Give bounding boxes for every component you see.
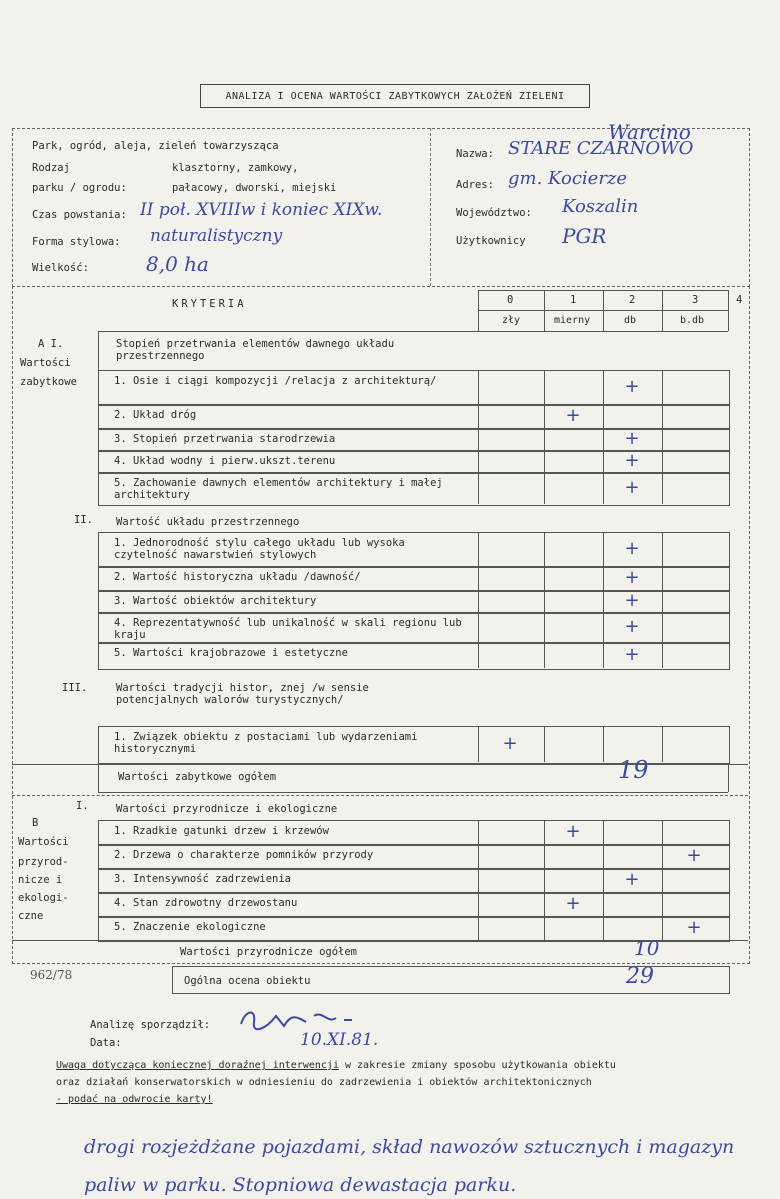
stopien-row-1-divider-1 bbox=[544, 370, 545, 404]
total-overall-label: Ogólna ocena obiektu bbox=[184, 975, 311, 987]
stopien-row-2-divider-0 bbox=[478, 404, 479, 428]
nazwa-handwritten: STARE CZARNOWO bbox=[508, 138, 694, 159]
stopien-row-2-label: 2. Układ dróg bbox=[114, 409, 197, 421]
wartosc-row-4-mark: + bbox=[624, 616, 640, 637]
uwaga-line-3: - podać na odwrocie karty! bbox=[56, 1094, 213, 1105]
wielkosc-label: Wielkość: bbox=[32, 262, 89, 274]
przyroda-row-4-divider-3 bbox=[662, 892, 663, 916]
group-b-heading: Wartości przyrodnicze i ekologiczne bbox=[116, 803, 338, 815]
stopien-row-1-divider-0 bbox=[478, 370, 479, 404]
document-title: ANALIZA I OCENA WARTOŚCI ZABYTKOWYCH ZAŁOŻEŃ ZIELENI bbox=[200, 84, 590, 108]
section-b-top bbox=[12, 795, 748, 796]
tradycja-row-1-divider-2 bbox=[603, 726, 604, 762]
wartosc-row-4-divider-0 bbox=[478, 612, 479, 642]
total-a-bottom bbox=[98, 792, 728, 793]
section-b-desc-4: czne bbox=[18, 910, 44, 922]
wartosc-row-2-divider-0 bbox=[478, 566, 479, 590]
rodzaj-label: Rodzaj bbox=[32, 162, 70, 174]
tradycja-row-1-mark: + bbox=[502, 733, 518, 754]
col-num-1: 1 bbox=[570, 294, 577, 306]
przyroda-row-5-divider-1 bbox=[544, 916, 545, 940]
uwaga-part-1: Uwaga dotycząca koniecznej doraźnej interwencji bbox=[56, 1060, 339, 1071]
section-b-letter: B bbox=[32, 817, 39, 829]
wartosc-row-1-label: 1. Jednorodność stylu całego układu lub wysoka czytelność nawarstwień stylowych bbox=[114, 537, 405, 561]
col-label-3: b.db bbox=[680, 315, 705, 326]
wartosc-row-3-divider-2 bbox=[603, 590, 604, 612]
total-overall-handwritten: 29 bbox=[626, 964, 654, 989]
wartosc-row-1-divider-2 bbox=[603, 532, 604, 566]
stopien-row-2-divider-2 bbox=[603, 404, 604, 428]
przyroda-row-3-mark: + bbox=[624, 869, 640, 890]
total-a-handwritten: 19 bbox=[618, 756, 649, 784]
tradycja-row-1-divider-1 bbox=[544, 726, 545, 762]
total-a-label: Wartości zabytkowe ogółem bbox=[118, 771, 277, 783]
przyroda-row-5-divider-3 bbox=[662, 916, 663, 940]
przyroda-row-4-label: 4. Stan zdrowotny drzewostanu bbox=[114, 897, 298, 909]
col-label-0: zły bbox=[502, 315, 521, 326]
czas-handwritten: II poł. XVIIIw i koniec XIXw. bbox=[140, 200, 383, 220]
total-a-left bbox=[98, 764, 99, 792]
forma-handwritten: naturalistyczny bbox=[150, 226, 283, 246]
stopien-row-5-label: 5. Zachowanie dawnych elementów architektury i małej architektury bbox=[114, 477, 443, 501]
tradycja-row-1-label: 1. Związek obiektu z postaciami lub wydarzeniami historycznymi bbox=[114, 731, 418, 755]
stopien-row-4-divider-1 bbox=[544, 450, 545, 472]
przyroda-row-1-divider-1 bbox=[544, 820, 545, 844]
group-2-number: II. bbox=[74, 514, 93, 526]
stopien-row-5-mark: + bbox=[624, 477, 640, 498]
total-b-handwritten: 10 bbox=[634, 936, 660, 960]
group-1-heading: Stopień przetrwania elementów dawnego układu przestrzennego bbox=[116, 338, 395, 362]
stopien-row-5-divider-3 bbox=[662, 472, 663, 504]
przyroda-row-1-divider-3 bbox=[662, 820, 663, 844]
note-line-1: drogi rozjeżdżane pojazdami, skład nawozów sztucznych i magazyn bbox=[84, 1136, 735, 1158]
tradycja-row-1-divider-0 bbox=[478, 726, 479, 762]
wartosc-row-2-divider-2 bbox=[603, 566, 604, 590]
stopien-row-1-divider-2 bbox=[603, 370, 604, 404]
wartosc-row-1-divider-0 bbox=[478, 532, 479, 566]
stopien-row-3-divider-1 bbox=[544, 428, 545, 450]
wartosc-row-4-label: 4. Reprezentatywność lub unikalność w skali regionu lub kraju bbox=[114, 617, 462, 641]
total-a-right bbox=[728, 764, 729, 792]
wartosc-row-5-divider-3 bbox=[662, 642, 663, 668]
stopien-row-4-divider-2 bbox=[603, 450, 604, 472]
col-line-4 bbox=[728, 290, 729, 331]
przyroda-row-4-divider-0 bbox=[478, 892, 479, 916]
parku-label: parku / ogrodu: bbox=[32, 182, 127, 194]
header-mid-line bbox=[478, 310, 728, 311]
czas-label: Czas powstania: bbox=[32, 209, 127, 221]
wartosc-row-3-label: 3. Wartość obiektów architektury bbox=[114, 595, 317, 607]
stopien-row-4-divider-0 bbox=[478, 450, 479, 472]
parku-value: pałacowy, dworski, miejski bbox=[172, 182, 337, 194]
data-handwritten: 10.XI.81. bbox=[300, 1030, 379, 1050]
header-divider bbox=[430, 128, 431, 286]
wartosc-row-2-mark: + bbox=[624, 567, 640, 588]
group-2-heading: Wartość układu przestrzennego bbox=[116, 516, 300, 528]
col-num-4: 4 bbox=[736, 294, 743, 306]
wojewodztwo-label: Województwo: bbox=[456, 207, 532, 219]
wartosc-row-3-divider-1 bbox=[544, 590, 545, 612]
wartosc-row-1-divider-3 bbox=[662, 532, 663, 566]
object-type-line: Park, ogród, aleja, zieleń towarzysząca bbox=[32, 140, 279, 152]
stopien-row-2-divider-3 bbox=[662, 404, 663, 428]
przyroda-row-1-divider-2 bbox=[603, 820, 604, 844]
rodzaj-value: klasztorny, zamkowy, bbox=[172, 162, 299, 174]
stopien-row-3-mark: + bbox=[624, 428, 640, 449]
przyroda-row-5-divider-2 bbox=[603, 916, 604, 940]
wartosc-row-3-mark: + bbox=[624, 590, 640, 611]
section-b-desc-0: Wartości bbox=[18, 836, 69, 848]
header-top-line bbox=[478, 290, 728, 291]
total-b-label: Wartości przyrodnicze ogółem bbox=[180, 946, 358, 958]
wartosc-row-2-divider-1 bbox=[544, 566, 545, 590]
wartosc-row-5-divider-0 bbox=[478, 642, 479, 668]
przyroda-row-2-divider-0 bbox=[478, 844, 479, 868]
przyroda-row-2-divider-1 bbox=[544, 844, 545, 868]
wartosc-row-3-divider-3 bbox=[662, 590, 663, 612]
group-3-number: III. bbox=[62, 682, 88, 694]
note-line-2: paliw w parku. Stopniowa dewastacja parku. bbox=[84, 1174, 517, 1196]
header-bottom-line bbox=[98, 331, 728, 332]
uwaga-part-2: w zakresie zmiany sposobu użytkowania obiektu bbox=[338, 1060, 616, 1071]
stopien-row-5-divider-0 bbox=[478, 472, 479, 504]
section-a-desc-2: zabytkowe bbox=[20, 376, 77, 388]
wartosc-row-4-divider-2 bbox=[603, 612, 604, 642]
section-b-desc-2: nicze i bbox=[18, 874, 63, 886]
section-b-desc-3: ekologi- bbox=[18, 892, 69, 904]
przyroda-row-4-divider-1 bbox=[544, 892, 545, 916]
przyroda-row-1-divider-0 bbox=[478, 820, 479, 844]
wartosc-row-5-label: 5. Wartości krajobrazowe i estetyczne bbox=[114, 647, 348, 659]
analiza-label: Analizę sporządził: bbox=[90, 1019, 211, 1031]
forma-label: Forma stylowa: bbox=[32, 236, 121, 248]
przyroda-row-5-divider-0 bbox=[478, 916, 479, 940]
uzytkownicy-handwritten: PGR bbox=[562, 224, 607, 248]
stopien-row-1-divider-3 bbox=[662, 370, 663, 404]
section-b-desc-1: przyrod- bbox=[18, 856, 69, 868]
adres-handwritten: gm. Kocierze bbox=[508, 168, 628, 189]
adres-label: Adres: bbox=[456, 179, 494, 191]
przyroda-row-1-label: 1. Rzadkie gatunki drzew i krzewów bbox=[114, 825, 329, 837]
stopien-row-1-mark: + bbox=[624, 376, 640, 397]
wielkosc-handwritten: 8,0 ha bbox=[146, 252, 209, 276]
wartosc-row-2-label: 2. Wartość historyczna układu /dawność/ bbox=[114, 571, 361, 583]
col-num-0: 0 bbox=[507, 294, 514, 306]
stopien-row-4-mark: + bbox=[624, 450, 640, 471]
stopien-row-4-divider-3 bbox=[662, 450, 663, 472]
przyroda-row-2-label: 2. Drzewa o charakterze pomników przyrody bbox=[114, 849, 374, 861]
przyroda-row-3-divider-0 bbox=[478, 868, 479, 892]
stopien-row-3-divider-0 bbox=[478, 428, 479, 450]
przyroda-row-2-divider-3 bbox=[662, 844, 663, 868]
wartosc-row-5-divider-1 bbox=[544, 642, 545, 668]
przyroda-row-3-divider-3 bbox=[662, 868, 663, 892]
group-3-heading: Wartości tradycji histor, znej /w sensie potencjalnych walorów turystycznych/ bbox=[116, 682, 369, 706]
stopien-row-3-divider-3 bbox=[662, 428, 663, 450]
stopien-row-3-divider-2 bbox=[603, 428, 604, 450]
stopien-row-1-label: 1. Osie i ciągi kompozycji /relacja z architekturą/ bbox=[114, 375, 437, 387]
wartosc-row-2-divider-3 bbox=[662, 566, 663, 590]
przyroda-row-5-mark: + bbox=[686, 917, 702, 938]
section-a-number: A I. bbox=[38, 338, 64, 350]
section-a-desc-1: Wartości bbox=[20, 357, 71, 369]
przyroda-row-3-divider-2 bbox=[603, 868, 604, 892]
wartosc-row-4-divider-3 bbox=[662, 612, 663, 642]
uzytkownicy-label: Użytkownicy bbox=[456, 235, 526, 247]
stopien-row-5-divider-2 bbox=[603, 472, 604, 504]
wartosc-row-1-mark: + bbox=[624, 538, 640, 559]
przyroda-row-2-mark: + bbox=[686, 845, 702, 866]
wartosc-row-5-divider-2 bbox=[603, 642, 604, 668]
stopien-row-3-label: 3. Stopień przetrwania starodrzewia bbox=[114, 433, 336, 445]
col-label-1: mierny bbox=[554, 315, 591, 326]
stopien-row-2-divider-1 bbox=[544, 404, 545, 428]
section-b-number: I. bbox=[76, 800, 89, 812]
uwaga-line-1 bbox=[56, 1060, 616, 1072]
wartosc-row-1-divider-1 bbox=[544, 532, 545, 566]
tradycja-row-1-divider-3 bbox=[662, 726, 663, 762]
nazwa-correction: Warcino bbox=[608, 120, 691, 144]
stopien-row-4-label: 4. Układ wodny i pierw.ukszt.terenu bbox=[114, 455, 336, 467]
col-num-2: 2 bbox=[629, 294, 636, 306]
wartosc-row-3-divider-0 bbox=[478, 590, 479, 612]
nazwa-label: Nazwa: bbox=[456, 148, 494, 160]
przyroda-row-4-divider-2 bbox=[603, 892, 604, 916]
przyroda-row-3-divider-1 bbox=[544, 868, 545, 892]
kryteria-heading: KRYTERIA bbox=[172, 298, 247, 310]
wartosc-row-5-mark: + bbox=[624, 644, 640, 665]
przyroda-row-2-divider-2 bbox=[603, 844, 604, 868]
przyroda-row-3-label: 3. Intensywność zadrzewienia bbox=[114, 873, 292, 885]
przyroda-row-1-mark: + bbox=[565, 821, 581, 842]
uwaga-line-2: oraz działań konserwatorskich w odniesieniu do zadrzewienia i obiektów architektonicznych bbox=[56, 1077, 592, 1088]
przyroda-row-4-mark: + bbox=[565, 893, 581, 914]
col-num-3: 3 bbox=[692, 294, 699, 306]
stopien-row-5-divider-1 bbox=[544, 472, 545, 504]
col-label-2: db bbox=[624, 315, 637, 326]
przyroda-row-5-label: 5. Znaczenie ekologiczne bbox=[114, 921, 266, 933]
stopien-row-2-mark: + bbox=[565, 405, 581, 426]
wartosc-row-4-divider-1 bbox=[544, 612, 545, 642]
stamp-number: 962/78 bbox=[30, 968, 73, 982]
wojewodztwo-handwritten: Koszalin bbox=[562, 196, 639, 217]
data-label: Data: bbox=[90, 1037, 122, 1049]
